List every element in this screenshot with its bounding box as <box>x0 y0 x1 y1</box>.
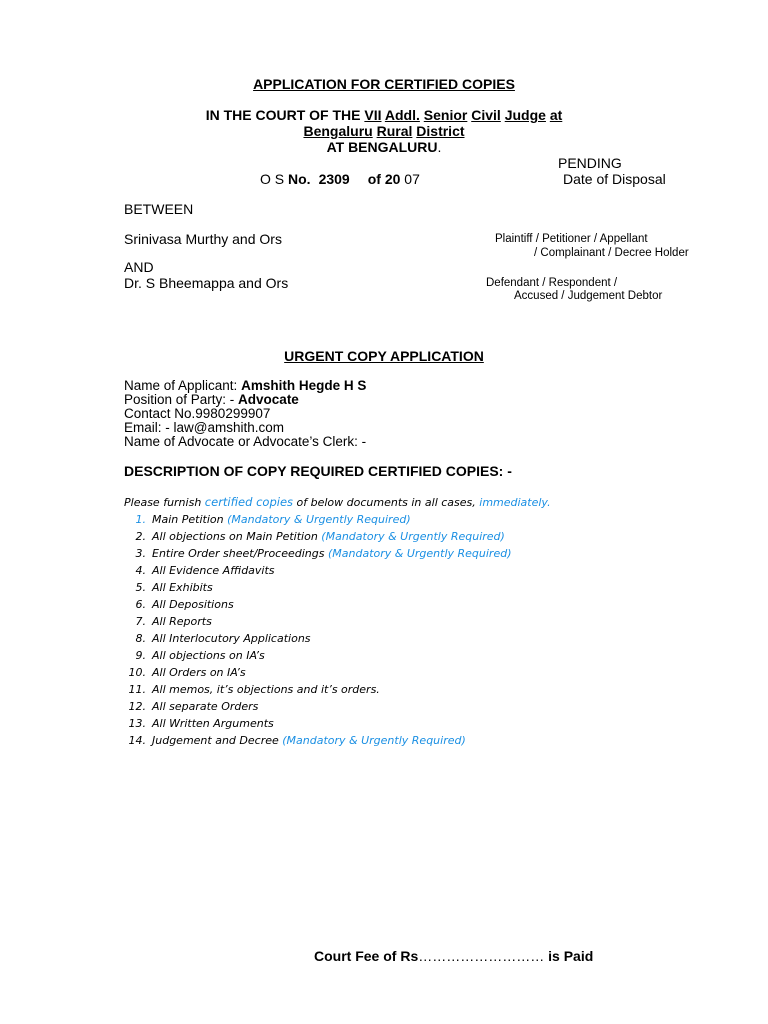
list-item-text: All Evidence Affidavits <box>152 564 275 577</box>
court-civil: Civil <box>471 107 501 123</box>
list-item-number: 7. <box>135 615 146 628</box>
list-item-number: 3. <box>135 547 146 560</box>
urgent-heading: URGENT COPY APPLICATION <box>284 348 484 364</box>
applicant-email: Email: - law@amshith.com <box>124 420 284 435</box>
court-at: at <box>549 107 563 123</box>
defendant-role-1: Defendant / Respondent / <box>486 277 618 289</box>
list-item-text: Main Petition <box>152 513 224 526</box>
court-fee-line <box>314 948 593 964</box>
list-item-number: 5. <box>135 581 146 594</box>
document-title: APPLICATION FOR CERTIFIED COPIES <box>253 76 515 92</box>
list-item-text: All objections on Main Petition <box>152 530 318 543</box>
between-label: BETWEEN <box>124 201 194 217</box>
list-item-text: Entire Order sheet/Proceedings <box>152 547 325 560</box>
instruction-emphasis: immediately. <box>475 496 551 509</box>
list-item-number: 12. <box>128 700 146 713</box>
list-item <box>118 647 512 664</box>
list-item <box>118 579 512 596</box>
court-prefix: IN THE COURT OF THE <box>205 107 365 123</box>
applicant-contact: Contact No.9980299907 <box>124 406 271 421</box>
instruction-prefix: Please furnish <box>124 496 205 509</box>
applicant-name-line <box>124 378 366 393</box>
list-item-note: (Mandatory & Urgently Required) <box>278 734 466 747</box>
applicant-position-line <box>124 392 299 407</box>
case-no-label: No. <box>288 171 311 187</box>
court-senior: Senior <box>423 107 468 123</box>
instruction-line <box>124 495 551 509</box>
list-item <box>118 715 512 732</box>
court-judge: Judge <box>504 107 546 123</box>
list-item-number: 6. <box>135 598 146 611</box>
list-item-number: 4. <box>135 564 146 577</box>
applicant-position-label: Position of Party: - <box>124 392 239 407</box>
list-item-number: 11. <box>128 683 146 696</box>
court-fee-suffix: is Paid <box>544 948 594 964</box>
list-item-text: All Orders on IA’s <box>152 666 246 679</box>
court-fee-label: Court Fee of Rs <box>314 948 419 964</box>
court-location: AT BENGALURU. <box>326 139 442 155</box>
list-item-text: All separate Orders <box>152 700 259 713</box>
court-fee-dots: ……………………… <box>418 948 545 964</box>
list-item-number: 13. <box>128 717 146 730</box>
list-item <box>118 511 512 528</box>
court-rural: Rural <box>376 123 413 139</box>
description-heading: DESCRIPTION OF COPY REQUIRED CERTIFIED COPIES: - <box>124 463 512 479</box>
list-item <box>118 562 512 579</box>
list-item-number: 9. <box>135 649 146 662</box>
list-item <box>118 545 512 562</box>
list-item-text: Judgement and Decree <box>152 734 279 747</box>
court-addl: Addl. <box>384 107 420 123</box>
defendant-name: Dr. S Bheemappa and Ors <box>124 275 289 291</box>
court-line-2 <box>0 123 768 139</box>
list-item-text: All Depositions <box>152 598 234 611</box>
list-item-number: 14. <box>128 734 146 747</box>
list-item-text: All objections on IA’s <box>152 649 265 662</box>
defendant-role-2: Accused / Judgement Debtor <box>514 290 663 302</box>
list-item-note: (Mandatory & Urgently Required) <box>317 530 505 543</box>
documents-list <box>118 511 512 749</box>
list-item <box>118 681 512 698</box>
list-item <box>118 613 512 630</box>
list-item-text: All Written Arguments <box>152 717 274 730</box>
case-year-suffix: 07 <box>400 171 420 187</box>
and-label: AND <box>124 259 154 275</box>
list-item-note: (Mandatory & Urgently Required) <box>223 513 411 526</box>
list-item <box>118 596 512 613</box>
court-line-1 <box>0 107 768 123</box>
disposal-label: Date of Disposal <box>563 171 666 187</box>
applicant-clerk: Name of Advocate or Advocate’s Clerk: - <box>124 434 367 449</box>
list-item-text: All memos, it’s objections and it’s orders. <box>152 683 380 696</box>
court-place: Bengaluru <box>303 123 373 139</box>
list-item-text: All Exhibits <box>152 581 213 594</box>
case-number: 2309 <box>318 171 350 187</box>
list-item-note: (Mandatory & Urgently Required) <box>324 547 512 560</box>
court-rank: VII <box>364 107 382 123</box>
plaintiff-name: Srinivasa Murthy and Ors <box>124 231 282 247</box>
instruction-comma: , <box>472 496 476 509</box>
case-os-prefix: O S <box>260 171 289 187</box>
case-status: PENDING <box>558 155 622 171</box>
court-district: District <box>416 123 465 139</box>
instruction-middle: of below documents in all cases <box>293 496 473 509</box>
list-item <box>118 528 512 545</box>
applicant-position: Advocate <box>238 392 299 407</box>
plaintiff-role-1: Plaintiff / Petitioner / Appellant <box>495 233 648 245</box>
list-item-number: 10. <box>128 666 146 679</box>
case-number-line <box>260 171 420 187</box>
case-of-label: of 20 <box>367 171 401 187</box>
list-item-number: 8. <box>135 632 146 645</box>
applicant-name-label: Name of Applicant: <box>124 378 242 393</box>
list-item <box>118 664 512 681</box>
list-item-text: All Reports <box>152 615 212 628</box>
plaintiff-role-2: / Complainant / Decree Holder <box>534 247 689 259</box>
list-item <box>118 732 512 749</box>
list-item-text: All Interlocutory Applications <box>152 632 311 645</box>
list-item-number: 1. <box>135 513 146 526</box>
list-item-number: 2. <box>135 530 146 543</box>
instruction-highlight: certified copies <box>204 495 294 509</box>
list-item <box>118 630 512 647</box>
applicant-name: Amshith Hegde H S <box>241 378 367 393</box>
list-item <box>118 698 512 715</box>
